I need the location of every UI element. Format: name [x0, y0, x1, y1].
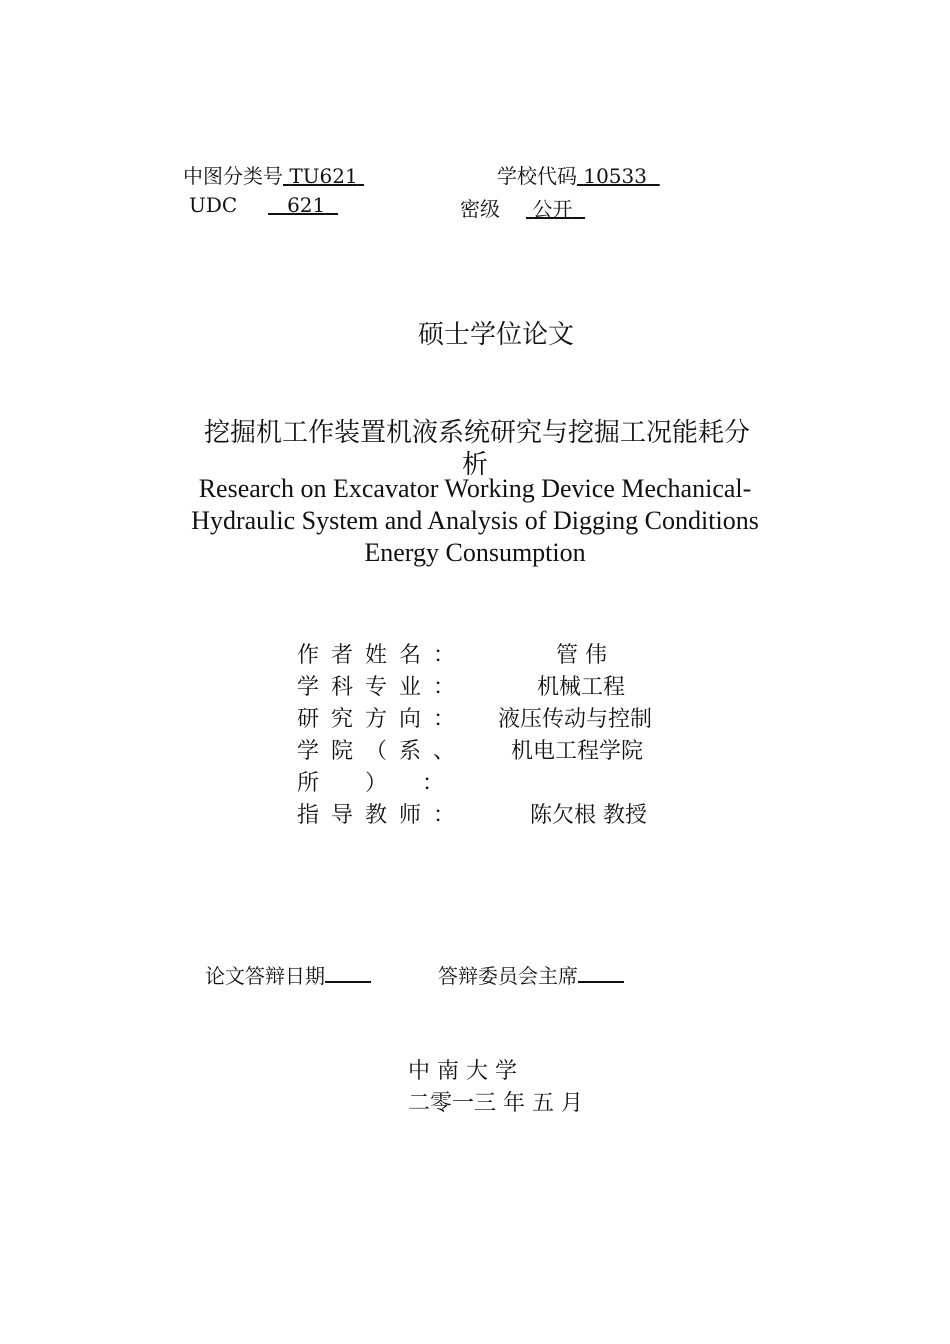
- secrecy-row: [460, 193, 500, 222]
- udc-label: UDC: [189, 193, 238, 217]
- defense-chair: [438, 960, 624, 989]
- clc-value: TU621: [289, 164, 358, 188]
- college-value: 机电工程学院: [511, 739, 644, 764]
- degree-title: 硕士学位论文: [418, 320, 575, 350]
- secrecy-value-wrap: [526, 193, 585, 222]
- defense-chair-label: 答辩委员会主席: [438, 964, 578, 988]
- udc-value-wrap: [268, 193, 338, 217]
- defense-date-label: 论文答辩日期: [205, 964, 325, 988]
- direction-value: 液压传动与控制: [498, 707, 653, 732]
- college-label-line2: 所 ） ：: [297, 771, 457, 796]
- clc-label: 中图分类号: [183, 164, 283, 188]
- thesis-title-en-line3: Energy Consumption: [364, 538, 586, 567]
- school-code-value: 10533: [583, 164, 647, 188]
- author-value: 管 伟: [556, 643, 607, 668]
- defense-chair-blank: [578, 963, 624, 983]
- secrecy-label: 密级: [460, 197, 500, 221]
- school-code-row: [497, 160, 660, 189]
- school-code-label: 学校代码: [497, 164, 577, 188]
- clc-row: [183, 160, 364, 189]
- udc-row: [189, 193, 237, 217]
- advisor-label: 指导教师：: [297, 803, 468, 828]
- udc-value: 621: [287, 193, 326, 217]
- thesis-title-en-line1: Research on Excavator Working Device Mechanical-: [198, 474, 752, 503]
- author-label: 作者姓名：: [297, 643, 468, 668]
- major-value: 机械工程: [537, 675, 626, 700]
- thesis-title-cn-line2: 析: [462, 450, 489, 480]
- thesis-title-cn-line1: 挖掘机工作装置机液系统研究与挖掘工况能耗分: [204, 418, 751, 448]
- secrecy-value: 公开: [532, 197, 573, 221]
- thesis-title-en-line2: Hydraulic System and Analysis of Digging Conditions: [191, 506, 759, 535]
- defense-date: [205, 960, 371, 989]
- submission-date: 二零一三 年 五 月: [408, 1091, 583, 1116]
- college-label-line1: 学院（系、: [297, 739, 468, 764]
- defense-date-blank: [325, 963, 371, 983]
- university-name: 中 南 大 学: [408, 1059, 517, 1084]
- major-label: 学科专业：: [297, 675, 468, 700]
- advisor-value: 陈欠根 教授: [530, 803, 647, 828]
- direction-label: 研究方向：: [297, 707, 468, 732]
